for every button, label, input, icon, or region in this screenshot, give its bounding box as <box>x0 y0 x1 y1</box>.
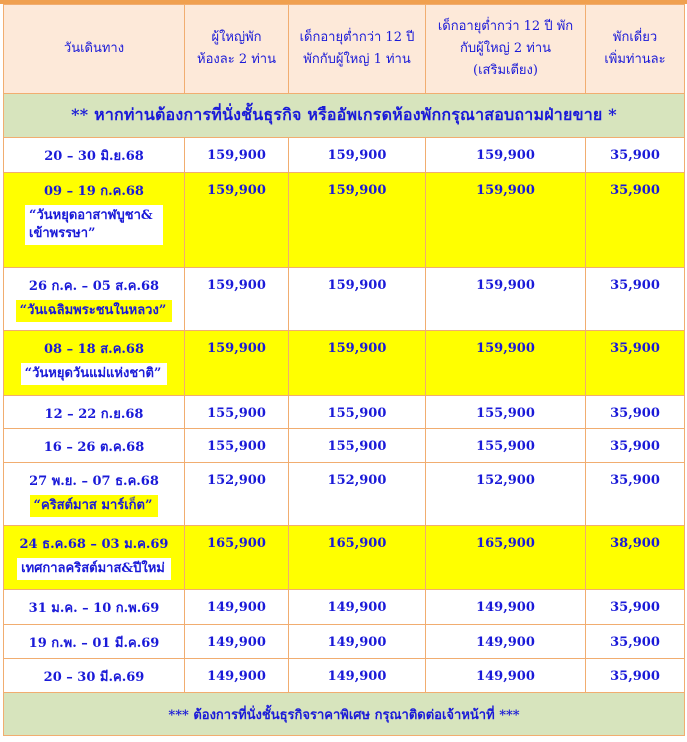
price-adult: 159,900 <box>185 268 289 331</box>
price-single: 35,900 <box>586 659 685 693</box>
header-date: วันเดินทาง <box>4 5 185 94</box>
holiday-label: “วันหยุดวันแม่แห่งชาติ” <box>21 363 168 385</box>
price-adult: 152,900 <box>185 463 289 526</box>
holiday-label: เทศกาลคริสต์มาส&ปีใหม่ <box>17 558 171 580</box>
price-child1: 152,900 <box>289 463 426 526</box>
price-single: 35,900 <box>586 396 685 429</box>
price-child2: 159,900 <box>426 268 586 331</box>
price-child1: 159,900 <box>289 173 426 268</box>
business-class-notice-row <box>4 94 685 138</box>
table-row <box>4 625 685 659</box>
travel-date: 26 ก.ค. – 05 ส.ค.68 <box>28 279 160 294</box>
price-child1: 149,900 <box>289 659 426 693</box>
travel-date: 31 ม.ค. – 10 ก.พ.69 <box>28 601 160 616</box>
price-child1: 149,900 <box>289 590 426 625</box>
price-single: 35,900 <box>586 331 685 396</box>
price-adult: 165,900 <box>185 526 289 590</box>
travel-date-cell <box>4 268 185 331</box>
price-child2: 149,900 <box>426 625 586 659</box>
table-row <box>4 331 685 396</box>
price-single: 35,900 <box>586 268 685 331</box>
price-child1: 159,900 <box>289 138 426 173</box>
footer-notice: *** ต้องการที่นั่งชั้นธุรกิจราคาพิเศษ กรุณาติดต่อเจ้าหน้าที่ *** <box>4 693 685 736</box>
travel-date-cell <box>4 526 185 590</box>
table-row <box>4 268 685 331</box>
price-child2: 155,900 <box>426 396 586 429</box>
price-adult: 159,900 <box>185 138 289 173</box>
header-child-one-adult: เด็กอายุต่ำกว่า 12 ปี พักกับผู้ใหญ่ 1 ท่าน <box>289 5 426 94</box>
price-single: 35,900 <box>586 463 685 526</box>
price-table <box>3 4 685 736</box>
table-row <box>4 463 685 526</box>
travel-date: 09 – 19 ก.ค.68 <box>44 184 144 199</box>
price-child2: 149,900 <box>426 659 586 693</box>
table-row <box>4 429 685 463</box>
travel-date: 27 พ.ย. – 07 ธ.ค.68 <box>29 474 159 489</box>
price-adult: 149,900 <box>185 590 289 625</box>
price-child1: 155,900 <box>289 396 426 429</box>
table-row <box>4 173 685 268</box>
travel-date-cell <box>4 138 185 173</box>
price-single: 35,900 <box>586 590 685 625</box>
footer-row <box>4 693 685 736</box>
price-child2: 159,900 <box>426 138 586 173</box>
price-child2: 165,900 <box>426 526 586 590</box>
price-single: 35,900 <box>586 173 685 268</box>
table-row <box>4 138 685 173</box>
holiday-label: “วันเฉลิมพระชนในหลวง” <box>16 300 173 322</box>
price-child1: 149,900 <box>289 625 426 659</box>
price-adult: 155,900 <box>185 396 289 429</box>
header-single-supplement: พักเดี่ยว เพิ่มท่านละ <box>586 5 685 94</box>
travel-date-cell <box>4 625 185 659</box>
price-child1: 155,900 <box>289 429 426 463</box>
table-row <box>4 590 685 625</box>
price-child2: 149,900 <box>426 590 586 625</box>
travel-date-cell <box>4 659 185 693</box>
holiday-label: “คริสต์มาส มาร์เก็ต” <box>30 495 159 517</box>
header-adult: ผู้ใหญ่พัก ห้องละ 2 ท่าน <box>185 5 289 94</box>
price-adult: 155,900 <box>185 429 289 463</box>
travel-date-cell <box>4 331 185 396</box>
travel-date-cell <box>4 429 185 463</box>
holiday-label: “วันหยุดอาสาฬบูชา& เข้าพรรษา” <box>25 205 163 245</box>
price-child2: 159,900 <box>426 331 586 396</box>
price-adult: 149,900 <box>185 625 289 659</box>
travel-date: 20 – 30 มี.ค.69 <box>43 670 145 685</box>
travel-date-cell <box>4 463 185 526</box>
header-child-two-adults: เด็กอายุต่ำกว่า 12 ปี พัก กับผู้ใหญ่ 2 ท่าน (เสริมเตียง) <box>426 5 586 94</box>
travel-date: 08 – 18 ส.ค.68 <box>43 342 145 357</box>
price-child1: 165,900 <box>289 526 426 590</box>
travel-date: 16 – 26 ต.ค.68 <box>43 440 145 455</box>
price-adult: 159,900 <box>185 173 289 268</box>
table-row <box>4 396 685 429</box>
travel-date-cell <box>4 396 185 429</box>
price-adult: 149,900 <box>185 659 289 693</box>
price-child1: 159,900 <box>289 268 426 331</box>
price-single: 35,900 <box>586 138 685 173</box>
price-child2: 155,900 <box>426 429 586 463</box>
travel-date: 19 ก.พ. – 01 มี.ค.69 <box>28 636 160 651</box>
travel-date: 12 – 22 ก.ย.68 <box>44 407 144 422</box>
travel-date: 24 ธ.ค.68 – 03 ม.ค.69 <box>19 537 169 552</box>
price-child2: 159,900 <box>426 173 586 268</box>
price-adult: 159,900 <box>185 331 289 396</box>
travel-date-cell <box>4 590 185 625</box>
price-single: 35,900 <box>586 429 685 463</box>
table-body <box>4 138 685 693</box>
table-row <box>4 659 685 693</box>
travel-date-cell <box>4 173 185 268</box>
price-single: 38,900 <box>586 526 685 590</box>
table-row <box>4 526 685 590</box>
price-child2: 152,900 <box>426 463 586 526</box>
table-header-row <box>4 5 685 94</box>
price-child1: 159,900 <box>289 331 426 396</box>
travel-date: 20 – 30 มิ.ย.68 <box>44 149 144 164</box>
business-class-notice: ** หากท่านต้องการที่นั่งชั้นธุรกิจ หรืออัพเกรดห้องพักกรุณาสอบถามฝ่ายขาย * <box>4 94 685 138</box>
price-single: 35,900 <box>586 625 685 659</box>
